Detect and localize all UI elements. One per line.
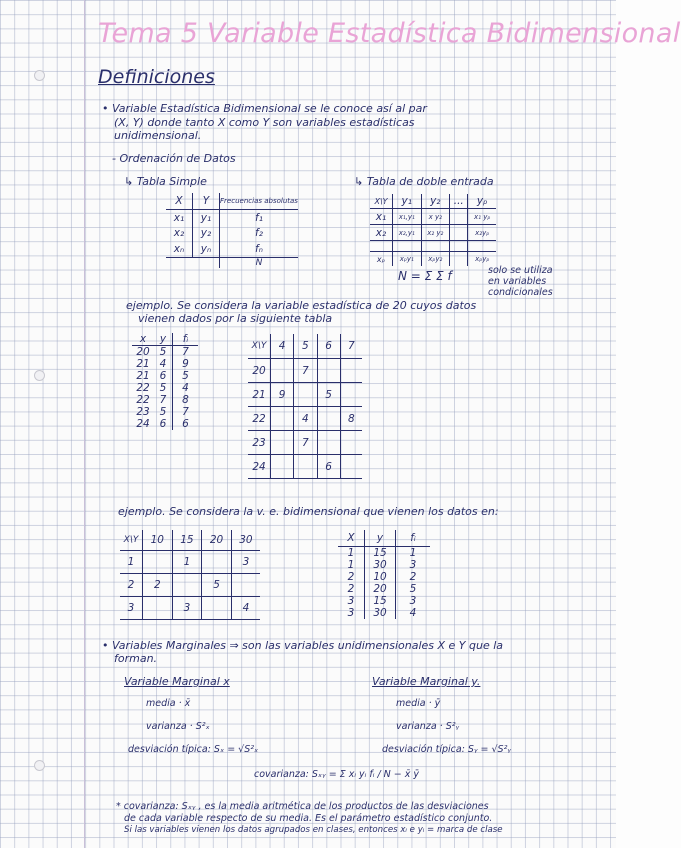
table-cell xyxy=(202,597,232,620)
table-cell: f₂ xyxy=(255,226,263,239)
table-cell xyxy=(340,431,362,455)
row-header: 2 xyxy=(120,574,143,597)
binder-hole xyxy=(34,760,45,771)
column-header: 6 xyxy=(317,334,340,359)
column-header: 5 xyxy=(294,334,317,359)
table-cell xyxy=(450,252,468,267)
table-cell: y₁ xyxy=(193,210,220,226)
table-cell xyxy=(317,407,340,431)
table-cell xyxy=(172,574,202,597)
table-row xyxy=(338,607,430,619)
definition-line: unidimensional. xyxy=(114,129,202,142)
table-cell xyxy=(271,455,294,479)
footnote-line: de cada variable respecto de su media. Es el parámetro estadístico conjunto. xyxy=(124,813,493,824)
margin-line xyxy=(84,0,85,848)
note-line: condicionales xyxy=(488,287,553,298)
table-cell: 7 xyxy=(173,406,199,418)
table-cell xyxy=(143,597,173,620)
table-cell: 4 xyxy=(409,607,417,619)
column-header: 7 xyxy=(340,334,362,359)
covarianza-formula: covarianza: Sₓᵧ = Σ xᵢ yᵢ fᵢ / N − x̄ ȳ xyxy=(254,769,420,780)
table-cell: f₁ xyxy=(255,211,263,224)
sum-formula: N = Σ Σ f xyxy=(398,269,452,283)
table-row xyxy=(338,571,430,583)
column-header: ... xyxy=(450,194,468,209)
ordering-heading: - Ordenación de Datos xyxy=(112,152,236,165)
table-cell: x y₂ xyxy=(421,209,450,225)
table-cell: 23 xyxy=(136,406,150,418)
example-text: ejemplo. Se considera la v. e. bidimensional que vienen los datos en: xyxy=(118,505,499,518)
table-header: fᵢ xyxy=(396,530,431,547)
table-cell: xₚyₚ xyxy=(468,252,496,267)
example-text: vienen dados por la siguiente tabla xyxy=(138,312,333,325)
table-cell: 6 xyxy=(159,418,167,430)
desviacion-y: desviación típica: Sᵧ = √S²ᵧ xyxy=(382,744,511,755)
column-header: 10 xyxy=(143,530,173,551)
table-cell: y₂ xyxy=(193,225,220,240)
table-cell: 3 xyxy=(338,595,365,607)
table-cell: 30 xyxy=(365,607,396,619)
table-header: Y xyxy=(193,193,220,210)
table-cell: 4 xyxy=(231,597,260,620)
row-header: 21 xyxy=(248,383,271,407)
binder-hole xyxy=(34,370,45,381)
example2-list xyxy=(338,530,430,619)
row-header: 1 xyxy=(120,551,143,574)
table-cell xyxy=(340,455,362,479)
row-header: 22 xyxy=(248,407,271,431)
table-cell xyxy=(294,383,317,407)
table-row xyxy=(248,407,362,431)
table-row xyxy=(370,209,496,225)
column-header: 20 xyxy=(202,530,232,551)
table-cell xyxy=(271,431,294,455)
table-row xyxy=(132,406,198,418)
table-cell xyxy=(294,455,317,479)
column-header: 30 xyxy=(231,530,260,551)
row-header: x₁ xyxy=(370,209,393,225)
table-cell: 5 xyxy=(159,346,167,358)
table-cell: 5 xyxy=(409,583,417,595)
table-row xyxy=(120,574,260,597)
table-row xyxy=(132,370,198,382)
table-row xyxy=(132,418,198,430)
table-row xyxy=(370,225,496,241)
table-cell: 7 xyxy=(294,359,317,383)
table-cell: x₁ yₚ xyxy=(468,209,496,225)
simple-table xyxy=(166,193,298,268)
table-cell: yₙ xyxy=(193,240,220,258)
column-header: y₁ xyxy=(393,194,422,209)
table-cell: x₁ xyxy=(166,210,193,226)
definition-line: • Variable Estadística Bidimensional se le conoce así al par xyxy=(102,102,427,115)
marginal-y-heading: Variable Marginal y. xyxy=(372,675,481,688)
table-cell: fₙ xyxy=(220,240,299,258)
table-row xyxy=(120,597,260,620)
table-cell: 4 xyxy=(294,407,317,431)
table-cell xyxy=(202,551,232,574)
table-header: y xyxy=(154,333,173,346)
double-table-heading: ↳ Tabla de doble entrada xyxy=(354,175,494,188)
table-cell: 9 xyxy=(173,358,199,370)
table-cell: 15 xyxy=(365,595,396,607)
table-cell: 7 xyxy=(173,346,199,359)
table-cell: 3 xyxy=(338,607,365,619)
table-cell: 20 xyxy=(365,583,396,595)
corner-cell: X\Y xyxy=(120,530,143,551)
table-cell: 3 xyxy=(172,597,202,620)
table-cell xyxy=(317,359,340,383)
table-cell: 6 xyxy=(317,455,340,479)
table-cell: x₂ xyxy=(166,225,193,240)
table-cell: 30 xyxy=(365,559,396,571)
table-row xyxy=(370,252,496,267)
table-row xyxy=(132,358,198,370)
table-cell: 4 xyxy=(173,382,199,394)
table-cell: 5 xyxy=(173,370,199,382)
row-header: xₚ xyxy=(370,252,393,267)
table-cell: 2 xyxy=(143,574,173,597)
table-cell: x₂,y₁ xyxy=(393,225,422,241)
example-text: ejemplo. Se considera la variable estadística de 20 cuyos datos xyxy=(126,299,477,312)
table-header: X xyxy=(338,530,365,547)
table-row xyxy=(338,595,430,607)
note-line: solo se utiliza xyxy=(488,265,553,276)
table-cell xyxy=(271,407,294,431)
table-cell: 10 xyxy=(365,571,396,583)
desviacion-x: desviación típica: Sₓ = √S²ₓ xyxy=(128,744,259,755)
marginal-definition: forman. xyxy=(114,652,158,665)
table-cell: 24 xyxy=(136,418,150,430)
table-cell: xₚy₁ xyxy=(393,252,422,267)
table-cell: 1 xyxy=(409,547,417,559)
table-cell: 8 xyxy=(173,394,199,406)
table-cell: 7 xyxy=(294,431,317,455)
table-cell xyxy=(340,359,362,383)
column-header: 4 xyxy=(271,334,294,359)
table-row xyxy=(338,547,430,560)
table-cell: 5 xyxy=(202,574,232,597)
table-row xyxy=(166,225,298,240)
table-cell: 1 xyxy=(338,559,365,571)
table-cell: 22 xyxy=(136,394,150,406)
table-cell xyxy=(450,209,468,225)
varianza-x: varianza · S²ₓ xyxy=(146,721,210,732)
table-row xyxy=(166,240,298,258)
table-cell: 7 xyxy=(159,394,167,406)
table-cell: 20 xyxy=(136,346,150,358)
table-cell: 22 xyxy=(136,382,150,394)
column-header: 15 xyxy=(172,530,202,551)
table-cell: 21 xyxy=(136,358,150,370)
table-cell: 3 xyxy=(409,595,417,607)
note-line: en variables xyxy=(488,276,547,287)
definition-line: (X, Y) donde tanto X como Y son variables estadísticas xyxy=(114,116,415,129)
table-cell: 6 xyxy=(173,418,199,430)
column-header: yₚ xyxy=(468,194,496,209)
table-cell: 3 xyxy=(231,551,260,574)
footnote-line: * covarianza: Sₓᵧ , es la media aritmética de los productos de las desviaciones xyxy=(116,801,489,812)
column-header: y₂ xyxy=(421,194,450,209)
table-cell: 15 xyxy=(365,547,396,560)
table-cell: x₁,y₁ xyxy=(393,209,422,225)
table-cell: 5 xyxy=(159,382,167,394)
table-row xyxy=(132,346,198,359)
table-cell xyxy=(143,551,173,574)
table-cell xyxy=(340,383,362,407)
binder-hole xyxy=(34,70,45,81)
table-cell xyxy=(317,431,340,455)
table-header: fᵢ xyxy=(173,333,199,346)
table-header: x xyxy=(132,333,154,346)
table-cell: 9 xyxy=(271,383,294,407)
table-row xyxy=(166,210,298,226)
table-cell xyxy=(450,225,468,241)
table-header: y xyxy=(365,530,396,547)
table-cell: xₚy₂ xyxy=(421,252,450,267)
table-cell: 4 xyxy=(159,358,167,370)
table-row xyxy=(132,382,198,394)
media-x: media · x̄ xyxy=(146,698,191,709)
table-header: X xyxy=(166,193,193,210)
table-row xyxy=(120,551,260,574)
table-cell: 2 xyxy=(338,583,365,595)
marginal-x-heading: Variable Marginal x xyxy=(124,675,230,688)
table-cell: 5 xyxy=(159,406,167,418)
table-cell: 1 xyxy=(172,551,202,574)
table-row xyxy=(248,383,362,407)
table-cell: 8 xyxy=(340,407,362,431)
table-cell: xₙ xyxy=(166,240,193,258)
table-cell: x₂yₚ xyxy=(468,225,496,241)
corner-cell: X\Y xyxy=(370,194,393,209)
table-row xyxy=(338,559,430,571)
table-cell xyxy=(271,359,294,383)
table-row xyxy=(338,583,430,595)
row-header: 3 xyxy=(120,597,143,620)
page-title: Tema 5 Variable Estadística Bidimensional xyxy=(98,18,681,49)
media-y: media · ȳ xyxy=(396,698,441,709)
table-row xyxy=(248,431,362,455)
table-cell: 1 xyxy=(338,547,365,560)
example1-grid xyxy=(248,334,362,479)
table-total: N xyxy=(255,258,263,268)
table-row xyxy=(132,394,198,406)
footnote-line: Si las variables vienen los datos agrupados en clases, entonces xᵢ e yᵢ = marca de clase xyxy=(124,825,503,835)
table-row xyxy=(248,455,362,479)
table-header: Frecuencias absolutas xyxy=(220,193,299,210)
table-cell: 21 xyxy=(136,370,150,382)
table-cell: 6 xyxy=(159,370,167,382)
table-cell: 5 xyxy=(317,383,340,407)
double-entry-table xyxy=(370,194,496,266)
marginal-definition: • Variables Marginales ⇒ son las variables unidimensionales X e Y que la xyxy=(102,639,504,652)
section-heading: Definiciones xyxy=(98,66,215,88)
table-cell: 2 xyxy=(338,571,365,583)
example2-grid xyxy=(120,530,260,620)
corner-cell: X\Y xyxy=(248,334,271,359)
table-cell xyxy=(231,574,260,597)
row-header: 20 xyxy=(248,359,271,383)
simple-table-heading: ↳ Tabla Simple xyxy=(124,175,207,188)
varianza-y: varianza · S²ᵧ xyxy=(396,721,460,732)
table-cell: 3 xyxy=(409,559,417,571)
row-header: 24 xyxy=(248,455,271,479)
table-cell: 2 xyxy=(409,571,417,583)
row-header: x₂ xyxy=(370,225,393,241)
example1-list xyxy=(132,333,198,430)
table-row xyxy=(248,359,362,383)
table-cell: x₂ y₂ xyxy=(421,225,450,241)
row-header: 23 xyxy=(248,431,271,455)
